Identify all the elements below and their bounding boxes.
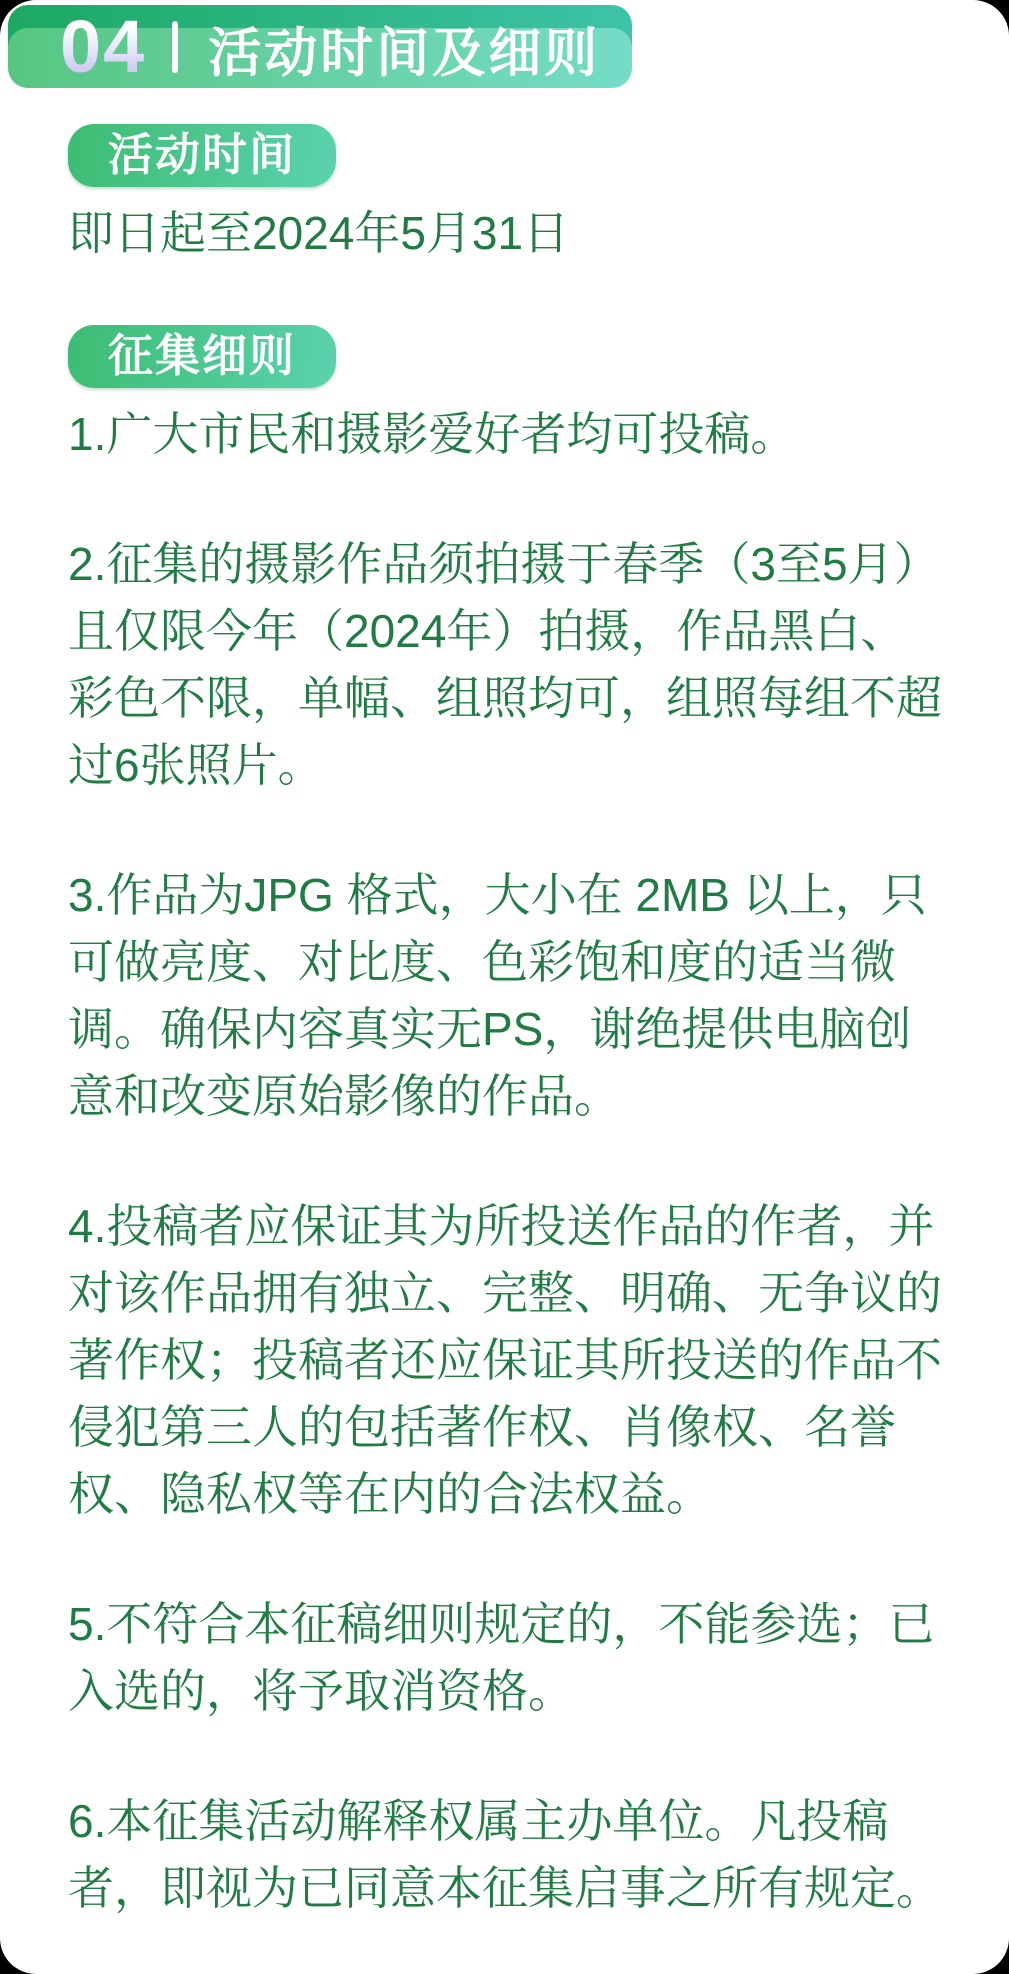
rules-list — [68, 401, 951, 1922]
rule-item: 5.不符合本征稿细则规定的，不能参选；已入选的，将予取消资格。 — [68, 1598, 935, 1717]
section-number: 04 — [60, 4, 147, 88]
section-title: 活动时间及细则 — [208, 23, 601, 83]
section-header-banner — [8, 5, 632, 88]
rule-item: 1.广大市民和摄影爱好者均可投稿。 — [68, 408, 797, 460]
divider-bar — [172, 21, 178, 73]
collection-rules-badge: 征集细则 — [68, 325, 336, 388]
rule-item: 3.作品为JPG 格式，大小在 2MB 以上，只可做亮度、对比度、色彩饱和度的适当微调。确保内容真实无PS，谢绝提供电脑创意和改变原始影像的作品。 — [68, 869, 927, 1122]
rule-item: 6.本征集活动解释权属主办单位。凡投稿者，即视为已同意本征集启事之所有规定。 — [68, 1795, 942, 1914]
rule-item: 2.征集的摄影作品须拍摄于春季（3至5月）且仅限今年（2024年）拍摄，作品黑白、彩色不限，单幅、组照均可，组照每组不超过6张照片。 — [68, 538, 942, 791]
activity-date-text: 即日起至2024年5月31日 — [68, 207, 570, 259]
rule-item: 4.投稿者应保证其为所投送作品的作者，并对该作品拥有独立、完整、明确、无争议的著作权；投稿者还应保证其所投送的作品不侵犯第三人的包括著作权、肖像权、名誉权、隐私权等在内的合法权益。 — [68, 1200, 942, 1520]
activity-time-badge: 活动时间 — [68, 124, 336, 187]
